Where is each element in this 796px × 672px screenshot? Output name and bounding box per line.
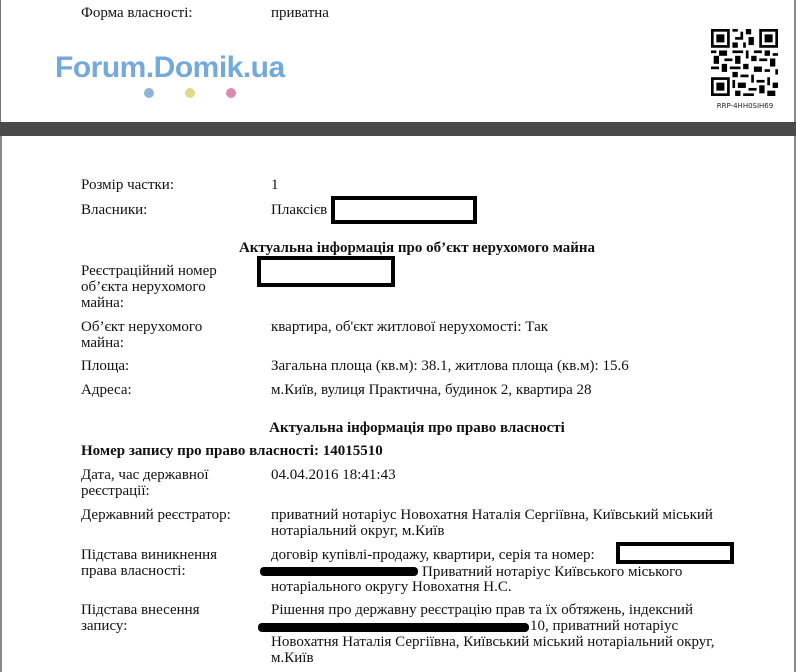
- basis-value-line2: Приватний нотаріус Київського міського: [422, 564, 683, 580]
- page-edge: [0, 0, 1, 122]
- basis-label-line1: Підстава виникнення: [81, 547, 218, 563]
- qr-caption: RRP-4HH0SIH69: [716, 102, 774, 110]
- reg-date-label-line2: реєстрації:: [81, 483, 150, 499]
- qr-code-icon: [711, 29, 778, 96]
- object-value: квартира, об'єкт житлової нерухомості: Так: [271, 319, 549, 335]
- watermark-dot-pink: [226, 88, 236, 98]
- redaction-bar: [260, 567, 418, 576]
- redaction-bar: [258, 623, 529, 632]
- entry-basis-label-line1: Підстава внесення: [81, 602, 200, 618]
- reg-date-label-line1: Дата, час державної: [81, 467, 209, 483]
- entry-basis-label-line2: запису:: [81, 618, 128, 634]
- watermark-dot-blue: [144, 88, 154, 98]
- object-label-line2: майна:: [81, 335, 124, 351]
- owners-label: Власники:: [81, 202, 148, 218]
- reg-number-label-line1: Реєстраційний номер: [81, 263, 217, 279]
- basis-value-line3: нотаріального округу Новохатня Н.С.: [271, 579, 512, 595]
- entry-basis-value-line4: м.Київ: [271, 650, 314, 666]
- document-page-current: [0, 136, 796, 672]
- reg-number-label-line2: об’єкта нерухомого: [81, 279, 206, 295]
- basis-label-line2: права власності:: [81, 563, 186, 579]
- basis-value-line1: договір купівлі-продажу, квартири, серія та номер:: [271, 547, 595, 563]
- document-page-previous: [0, 0, 796, 122]
- reg-date-value: 04.04.2016 18:41:43: [271, 467, 396, 483]
- watermark-dot-yellow: [185, 88, 195, 98]
- owners-value: Плаксієв: [271, 202, 328, 218]
- object-section-title: Актуальна інформація про об’єкт нерухомого майна: [238, 240, 596, 256]
- address-label: Адреса:: [81, 382, 132, 398]
- entry-basis-value-line3: Новохатня Наталія Сергіївна, Київський міський нотаріальний округ,: [271, 634, 715, 650]
- address-value: м.Київ, вулиця Практична, будинок 2, квартира 28: [271, 382, 592, 398]
- entry-basis-value-line2: 10, приватний нотаріус: [530, 618, 679, 634]
- share-size-label: Розмір частки:: [81, 177, 174, 193]
- object-label-line1: Об’єкт нерухомого: [81, 319, 203, 335]
- registrar-value-line1: приватний нотаріус Новохатня Наталія Сергіївна, Київський міський: [271, 507, 713, 523]
- redaction-box: [616, 542, 734, 564]
- ownership-form-label: Форма власності:: [81, 5, 193, 21]
- ownership-form-value: приватна: [271, 5, 329, 21]
- record-number: Номер запису про право власності: 14015510: [81, 443, 383, 459]
- page-edge: [0, 136, 2, 672]
- area-value: Загальна площа (кв.м): 38.1, житлова площа (кв.м): 15.6: [271, 358, 629, 374]
- watermark-logo: Forum.Domik.ua: [55, 51, 285, 84]
- registrar-label: Державний реєстратор:: [81, 507, 231, 523]
- area-label: Площа:: [81, 358, 130, 374]
- share-size-value: 1: [271, 177, 279, 193]
- rights-section-title: Актуальна інформація про право власності: [269, 420, 565, 436]
- redaction-box: [257, 256, 395, 287]
- entry-basis-value-line1: Рішення про державну реєстрацію прав та їх обтяжень, індексний: [271, 602, 693, 618]
- redaction-box: [331, 196, 477, 224]
- registrar-value-line2: нотаріальний округ, м.Київ: [271, 523, 445, 539]
- reg-number-label-line3: майна:: [81, 295, 124, 311]
- page-separator: [0, 122, 796, 136]
